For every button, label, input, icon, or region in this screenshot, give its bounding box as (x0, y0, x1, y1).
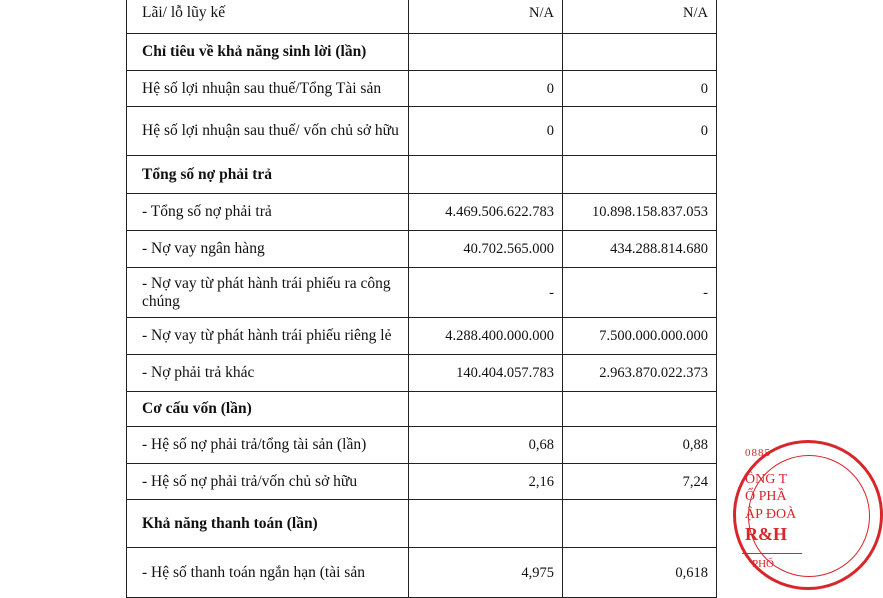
seal-text-line: ÔNG T (745, 472, 788, 487)
row-label: Hệ số lợi nhuận sau thuế/ vốn chủ sở hữu (127, 107, 409, 156)
value-period-1: - (409, 268, 563, 318)
value-period-2: N/A (563, 0, 717, 34)
section-header-row (127, 392, 717, 427)
table-row (127, 427, 717, 464)
row-label: Khả năng thanh toán (lần) (127, 500, 409, 548)
value-period-1: 0 (409, 107, 563, 156)
value-period-1: 40.702.565.000 (409, 231, 563, 268)
value-period-1 (409, 156, 563, 194)
value-period-2 (563, 156, 717, 194)
seal-text-line: R&H (745, 524, 787, 544)
value-period-2 (563, 500, 717, 548)
table-row (127, 548, 717, 598)
section-header-row (127, 500, 717, 548)
table-row (127, 231, 717, 268)
table-row (127, 464, 717, 500)
value-period-2 (563, 34, 717, 71)
value-period-2 (563, 392, 717, 427)
seal-text-line: ẬP ĐOÀ (745, 507, 797, 522)
value-period-2: 0,618 (563, 548, 717, 598)
table-row (127, 194, 717, 231)
value-period-1 (409, 34, 563, 71)
row-label: - Hệ số nợ phải trả/tổng tài sản (lần) (127, 427, 409, 464)
section-header-row (127, 34, 717, 71)
row-label: - Hệ số nợ phải trả/vốn chủ sở hữu (127, 464, 409, 500)
row-label: Lãi/ lỗ lũy kế (127, 0, 409, 34)
value-period-2: 7.500.000.000.000 (563, 318, 717, 355)
row-label: - Nợ vay từ phát hành trái phiếu ra công chúng (127, 268, 409, 318)
row-label: Hệ số lợi nhuận sau thuế/Tổng Tài sản (127, 71, 409, 107)
row-label: Tổng số nợ phải trả (127, 156, 409, 194)
value-period-1: N/A (409, 0, 563, 34)
row-label: Chỉ tiêu về khả năng sinh lời (lần) (127, 34, 409, 71)
table-row (127, 268, 717, 318)
seal-text-line: 0885 (745, 447, 771, 459)
table-row (127, 71, 717, 107)
row-label: - Nợ vay ngân hàng (127, 231, 409, 268)
value-period-2: 10.898.158.837.053 (563, 194, 717, 231)
value-period-1: 4,975 (409, 548, 563, 598)
table-row (127, 0, 717, 34)
value-period-2: 2.963.870.022.373 (563, 355, 717, 392)
value-period-1: 2,16 (409, 464, 563, 500)
seal-text-line: PHỐ (752, 558, 775, 570)
value-period-1 (409, 500, 563, 548)
value-period-2: 0,88 (563, 427, 717, 464)
value-period-1: 0,68 (409, 427, 563, 464)
financial-table-body (127, 0, 717, 598)
value-period-2: - (563, 268, 717, 318)
row-label: - Tổng số nợ phải trả (127, 194, 409, 231)
row-label: - Hệ số thanh toán ngắn hạn (tài sản (127, 548, 409, 598)
value-period-2: 434.288.814.680 (563, 231, 717, 268)
value-period-1: 0 (409, 71, 563, 107)
row-label: - Nợ phải trả khác (127, 355, 409, 392)
value-period-2: 0 (563, 107, 717, 156)
row-label: - Nợ vay từ phát hành trái phiếu riêng lẻ (127, 318, 409, 355)
table-row (127, 355, 717, 392)
row-label: Cơ cấu vốn (lần) (127, 392, 409, 427)
value-period-1: 140.404.057.783 (409, 355, 563, 392)
financial-table (126, 0, 717, 598)
value-period-2: 0 (563, 71, 717, 107)
table-row (127, 107, 717, 156)
value-period-1 (409, 392, 563, 427)
value-period-2: 7,24 (563, 464, 717, 500)
value-period-1: 4.288.400.000.000 (409, 318, 563, 355)
value-period-1: 4.469.506.622.783 (409, 194, 563, 231)
table-row (127, 318, 717, 355)
seal-text-line: Ổ PHẦ (745, 489, 787, 504)
seal-divider (742, 553, 802, 554)
section-header-row (127, 156, 717, 194)
